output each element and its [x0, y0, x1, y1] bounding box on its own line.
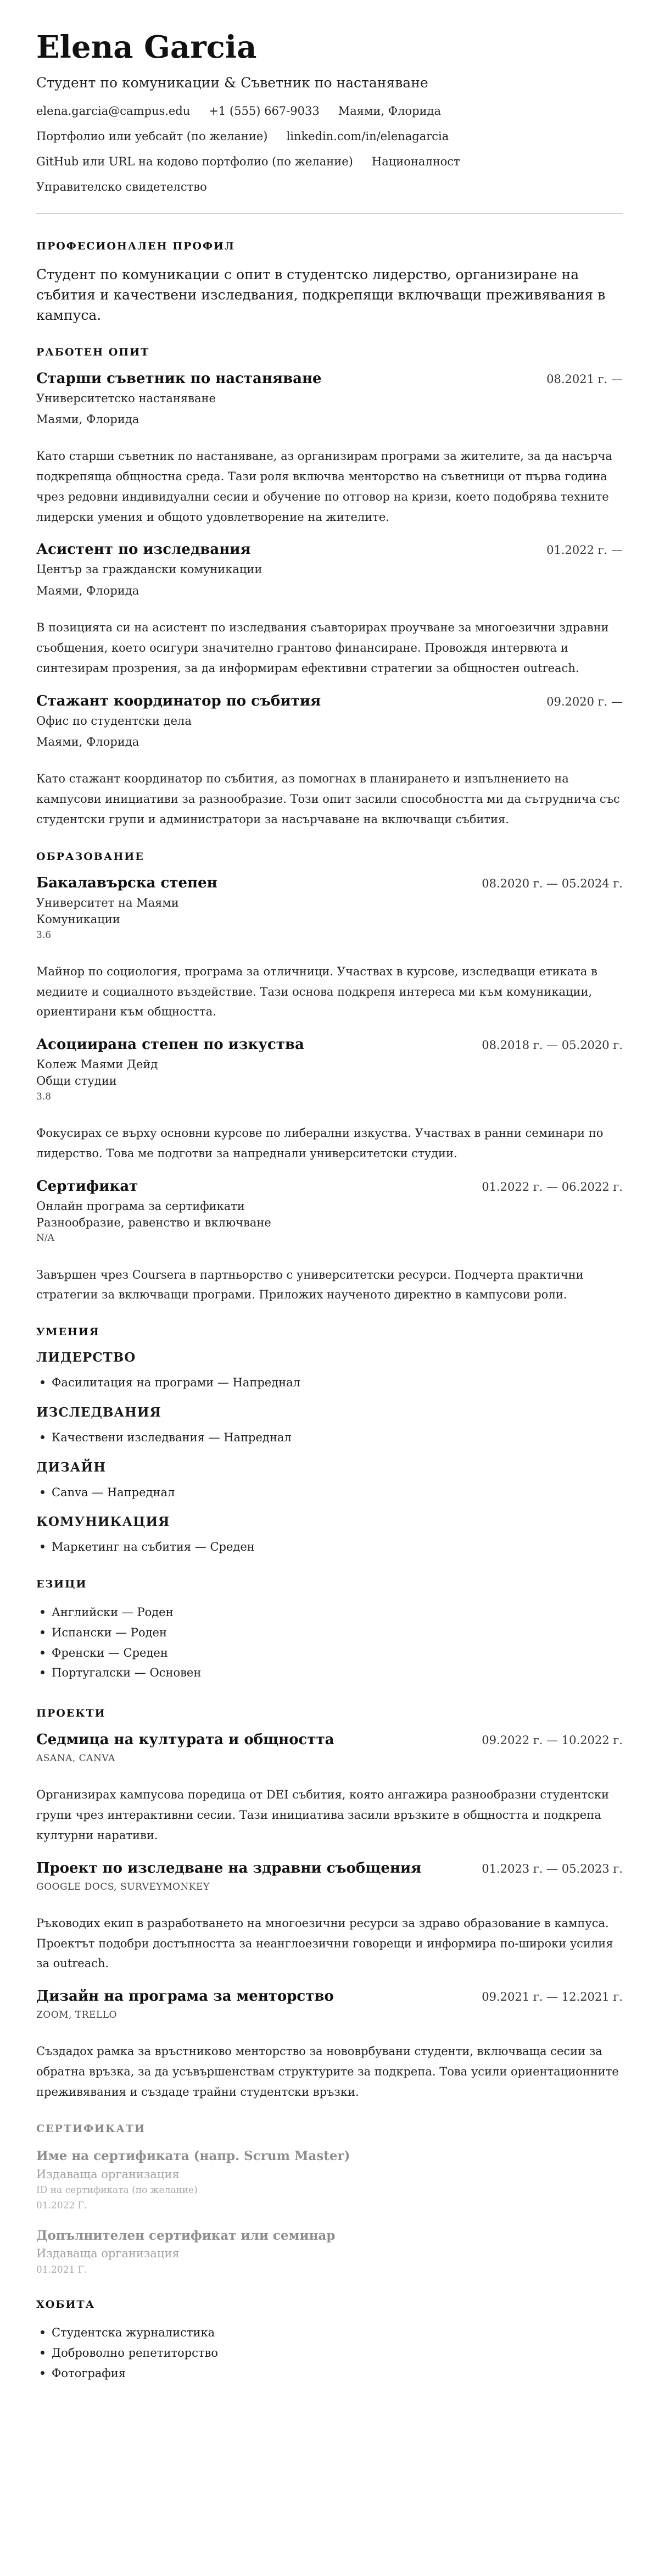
- skill-item: Маркетинг на събития — Среден: [52, 1537, 623, 1557]
- degree-title: Сертификат: [36, 1178, 138, 1195]
- contact-nationality: Националност: [371, 155, 460, 169]
- contact-row-3: [36, 154, 623, 169]
- job-org: Център за граждански комуникации: [36, 563, 263, 576]
- languages-title: ЕЗИЦИ: [36, 1578, 87, 1591]
- job-location: Маями, Флорида: [36, 584, 139, 597]
- contact-row-2: [36, 129, 623, 143]
- education-entry: [36, 1178, 623, 1306]
- field-of-study: Комуникации: [36, 913, 120, 926]
- project-entry: [36, 1988, 623, 2102]
- skills-title: УМЕНИЯ: [36, 1326, 100, 1339]
- job-title: Старши съветник по настаняване: [36, 370, 322, 387]
- project-date: 09.2021 г. — 12.2021 г.: [482, 1990, 623, 2004]
- certificate-name: Име на сертификата (напр. Scrum Master): [36, 2148, 350, 2164]
- project-description: Организирах кампусова поредица от DEI събития, която ангажира разнообразни студентски групи чрез интерактивни сесии. Тази инициатива засили връзките в общността и подкрепа културни наративи.: [36, 1788, 610, 1842]
- skill-group: [36, 1514, 623, 1557]
- education-entry: [36, 1036, 623, 1164]
- skill-item: Фасилитация на програми — Напреднал: [52, 1373, 623, 1393]
- hobby-item: Доброволно репетиторство: [52, 2343, 623, 2363]
- experience-entry: [36, 693, 623, 830]
- job-date: 09.2020 г. —: [546, 695, 623, 708]
- profile-text: Студент по комуникации с опит в студентско лидерство, организиране на събития и качествени изследвания, подкрепящи включващи преживявания в кампуса.: [36, 266, 606, 323]
- degree-date: 01.2022 г. — 06.2022 г.: [482, 1180, 623, 1193]
- education-description: Майнор по социология, програма за отличници. Участвах в курсове, изследващи етиката в медиите и социалното въздействие. Тази основа подкрепя интереса ми към комуникации, ориентирани към общността.: [36, 964, 597, 1019]
- degree-title: Бакалавърска степен: [36, 874, 217, 891]
- experience-entry: [36, 370, 623, 528]
- resume-header: [36, 31, 623, 195]
- project-name: Дизайн на програма за менторство: [36, 1988, 334, 2005]
- project-name: Седмица на културата и общността: [36, 1731, 334, 1748]
- contact-email[interactable]: elena.garcia@campus.edu: [36, 104, 191, 118]
- contact-row-1: [36, 104, 623, 118]
- profile-section: [36, 240, 623, 325]
- field-of-study: Общи студии: [36, 1074, 117, 1088]
- projects-title: ПРОЕКТИ: [36, 1707, 106, 1720]
- certificate-name: Допълнителен сертификат или семинар: [36, 2228, 336, 2243]
- skill-group: [36, 1350, 623, 1393]
- hobby-item: Студентска журналистика: [52, 2323, 623, 2343]
- header-divider: [36, 213, 623, 214]
- job-org: Университетско настаняване: [36, 391, 216, 405]
- contact-phone[interactable]: +1 (555) 667-9033: [209, 104, 320, 118]
- skill-item: Canva — Напреднал: [52, 1483, 623, 1503]
- gpa: 3.6: [36, 929, 52, 941]
- education-description: Завършен чрез Coursera в партньорство с университетски ресурси. Подчерта практични стратегии за включващи програми. Приложих наученото директно в кампусови роли.: [36, 1268, 584, 1302]
- certificate-org: Издаваща организация: [36, 2247, 180, 2261]
- project-description: Създадох рамка за връстниково менторство за нововрбувани студенти, включваща сесии за обратна връзка, за да усъвършенствам структурите за подкрепа. Това усили ориентационните преживявания и създаде трайни студентски връзки.: [36, 2045, 619, 2098]
- project-tools: ASANA, CANVA: [36, 1753, 115, 1764]
- project-entry: [36, 1731, 623, 1845]
- language-item: Испански — Роден: [52, 1623, 623, 1643]
- job-org: Офис по студентски дела: [36, 714, 192, 728]
- certificate-org: Издаваща организация: [36, 2167, 180, 2181]
- certificates-title: СЕРТИФИКАТИ: [36, 2123, 146, 2135]
- skills-section: [36, 1326, 623, 1557]
- contact-row-4: [36, 180, 623, 194]
- languages-section: [36, 1578, 623, 1683]
- skill-group-title: КОМУНИКАЦИЯ: [36, 1514, 170, 1530]
- school-name: Колеж Маями Дейд: [36, 1058, 158, 1072]
- education-entry: [36, 875, 623, 1022]
- school-name: Университет на Маями: [36, 896, 179, 909]
- experience-entry: [36, 541, 623, 678]
- degree-title: Асоциирана степен по изкуства: [36, 1036, 304, 1053]
- project-tools: GOOGLE DOCS, SURVEYMONKEY: [36, 1881, 210, 1892]
- skill-item: Качествени изследвания — Напреднал: [52, 1428, 623, 1448]
- contact-linkedin[interactable]: linkedin.com/in/elenagarcia: [286, 129, 449, 143]
- job-date: 08.2021 г. —: [546, 372, 623, 386]
- person-name: Elena Garcia: [36, 29, 257, 65]
- project-date: 09.2022 г. — 10.2022 г.: [482, 1734, 623, 1747]
- certificate-entry: [36, 2227, 623, 2278]
- project-entry: [36, 1860, 623, 1974]
- projects-section: [36, 1707, 623, 2102]
- field-of-study: Разнообразие, равенство и включване: [36, 1216, 271, 1230]
- certificate-entry: [36, 2147, 623, 2213]
- gpa: N/A: [36, 1233, 54, 1244]
- job-description: Като старши съветник по настаняване, аз организирам програми за жителите, за да насърча подкрепяща общностна среда. Тази роля включва менторство на съветници от първа година чрез редовни индивидуални сесии и обучение по отговор на кризи, което подобрява техните лидерски умения и общото удовлетворение на жителите.: [36, 449, 612, 524]
- certificate-id: ID на сертификата (по желание): [36, 2185, 198, 2196]
- job-title: Асистент по изследвания: [36, 541, 251, 558]
- job-location: Маями, Флорида: [36, 413, 139, 426]
- language-item: Френски — Среден: [52, 1643, 623, 1663]
- job-description: В позицията си на асистент по изследвания съавторирах проучване за многоезични здравни съобщения, което осигури значително грантово финансиране. Провождя интервюта и синтезирам прозрения, за да информирам ефективни стратегии за общностен outreach.: [36, 621, 609, 675]
- job-description: Като стажант координатор по събития, аз помогнах в планирането и изпълнението на кампусови инициативи за разнообразие. Този опит засили способността ми да сътруднича със студентски групи и администратори за насърчаване на включващи събития.: [36, 772, 620, 826]
- certificate-date: 01.2021 Г.: [36, 2264, 87, 2275]
- education-title: ОБРАЗОВАНИЕ: [36, 850, 144, 863]
- certificates-section: [36, 2123, 623, 2278]
- education-description: Фокусирах се върху основни курсове по либерални изкуства. Участвах в ранни семинари по лидерство. Това ме подготви за напреднали университетски студии.: [36, 1126, 604, 1160]
- gpa: 3.8: [36, 1091, 52, 1102]
- degree-date: 08.2020 г. — 05.2024 г.: [482, 876, 623, 890]
- project-name: Проект по изследване на здравни съобщения: [36, 1859, 422, 1877]
- skill-group: [36, 1405, 623, 1448]
- contact-portfolio[interactable]: Портфолио или уебсайт (по желание): [36, 129, 268, 143]
- hobby-item: Фотография: [52, 2363, 623, 2384]
- skill-group-title: ЛИДЕРСТВО: [36, 1350, 136, 1365]
- job-date: 01.2022 г. —: [546, 543, 623, 557]
- profile-title: ПРОФЕСИОНАЛЕН ПРОФИЛ: [36, 240, 235, 252]
- education-section: [36, 851, 623, 1305]
- job-location: Маями, Флорида: [36, 735, 139, 749]
- contact-license: Управителско свидетелство: [36, 180, 207, 194]
- project-date: 01.2023 г. — 05.2023 г.: [482, 1862, 623, 1875]
- skill-group: [36, 1460, 623, 1503]
- experience-section: [36, 346, 623, 830]
- job-title: Стажант координатор по събития: [36, 692, 321, 709]
- headline: Студент по комуникации & Съветник по настаняване: [36, 74, 428, 91]
- contact-github[interactable]: GitHub или URL на кодово портфолио (по желание): [36, 155, 353, 169]
- hobbies-title: ХОБИТА: [36, 2299, 96, 2311]
- skill-group-title: ИЗСЛЕДВАНИЯ: [36, 1404, 161, 1420]
- project-tools: ZOOM, TRELLO: [36, 2009, 117, 2021]
- contact-location: Маями, Флорида: [338, 104, 441, 118]
- language-item: Португалски — Основен: [52, 1663, 623, 1683]
- degree-date: 08.2018 г. — 05.2020 г.: [482, 1039, 623, 1052]
- hobbies-section: [36, 2299, 623, 2383]
- certificate-date: 01.2022 Г.: [36, 2200, 87, 2211]
- skill-group-title: ДИЗАЙН: [36, 1459, 106, 1475]
- school-name: Онлайн програма за сертификати: [36, 1199, 245, 1213]
- project-description: Ръководих екип в разработването на многоезични ресурси за здраво образование в кампуса. Проектът подобри достъпността за неанглоезични говорещи и информира по-широки усилия за outreach.: [36, 1916, 613, 1970]
- language-item: Английски — Роден: [52, 1602, 623, 1623]
- experience-title: РАБОТЕН ОПИТ: [36, 346, 150, 358]
